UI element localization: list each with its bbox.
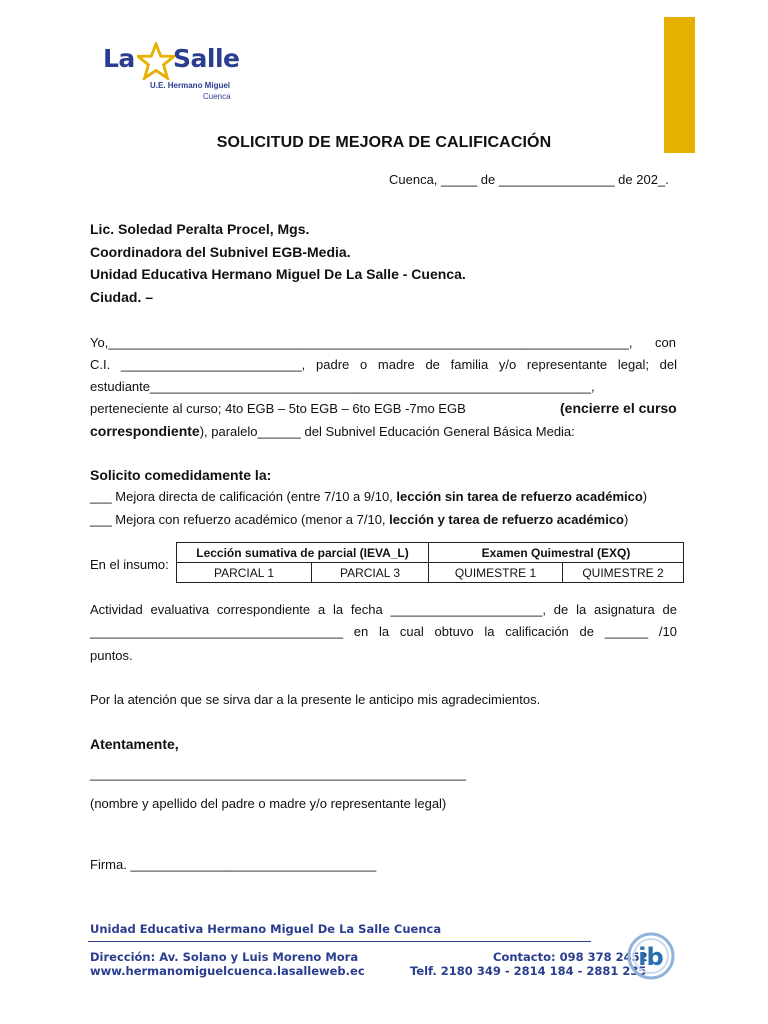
la-salle-logo: [93, 34, 258, 106]
option-mejora-directa: [90, 489, 647, 504]
insumo-label: En el insumo:: [90, 557, 169, 572]
page-title: SOLICITUD DE MEJORA DE CALIFICACIÓN: [216, 134, 552, 151]
insumo-option-parcial-3: PARCIAL 3: [312, 563, 429, 583]
accent-bar: [664, 17, 695, 153]
insumo-option-quimestre-1: QUIMESTRE 1: [429, 563, 563, 583]
recipient-role: Coordinadora del Subnivel EGB-Media.: [90, 244, 351, 260]
option-mejora-refuerzo-close: ): [624, 512, 629, 527]
signature-caption: (nombre y apellido del padre o madre y/o representante legal): [90, 796, 447, 811]
footer-phones: Telf. 2180 349 - 2814 184 - 2881 235: [410, 964, 647, 978]
insumo-table: [176, 542, 684, 583]
closing-text: Por la atención que se sirva dar a la presente le anticipo mis agradecimientos.: [90, 692, 541, 707]
insumo-header-examen: Examen Quimestral (EXQ): [429, 543, 684, 563]
body-curso-text: perteneciente al curso; 4to EGB – 5to EGB – 6to EGB -7mo EGB: [90, 401, 466, 416]
logo-word-salle: Salle: [173, 44, 240, 73]
firma-line: Firma. __________________________________: [90, 857, 377, 872]
footer-website: www.hermanomiguelcuenca.lasalleweb.ec: [90, 964, 365, 978]
ib-logo-text: ib: [638, 943, 664, 971]
logo-word-la: La: [103, 44, 135, 73]
insumo-option-quimestre-2: QUIMESTRE 2: [563, 563, 684, 583]
solicito-heading: Solicito comedidamente la:: [90, 467, 272, 483]
logo-city: Cuenca: [203, 92, 231, 101]
recipient-name: Lic. Soledad Peralta Procel, Mgs.: [90, 221, 310, 237]
body-curso-line: [90, 401, 466, 416]
actividad-line-1: Actividad evaluativa correspondiente a la fecha _____________________, de la asignatura de: [90, 602, 677, 617]
insumo-option-parcial-1: PARCIAL 1: [177, 563, 312, 583]
ib-logo-icon: [626, 928, 676, 984]
actividad-line-3: puntos.: [90, 648, 133, 663]
recipient-institution: Unidad Educativa Hermano Miguel De La Salle - Cuenca.: [90, 266, 466, 282]
insumo-header-leccion: Lección sumativa de parcial (IEVA_L): [177, 543, 429, 563]
atentamente: Atentamente,: [90, 736, 179, 752]
body-estudiante: estudiante_____________________________________________________________,: [90, 379, 595, 394]
footer-contact: Contacto: 098 378 2452: [493, 950, 648, 964]
actividad-line-2: ___________________________________ en la cual obtuvo la calificación de ______ /10: [90, 624, 677, 639]
signature-line: ____________________________________________________: [90, 766, 466, 781]
option-mejora-refuerzo-bold: lección y tarea de refuerzo académico: [389, 512, 624, 527]
option-mejora-directa-close: ): [642, 489, 648, 504]
body-con: con: [655, 335, 676, 350]
body-paralelo-line: [90, 423, 575, 439]
footer-divider: [88, 941, 591, 942]
star-icon: [137, 42, 175, 80]
date-line: Cuenca, _____ de ________________ de 202_.: [389, 172, 669, 187]
option-mejora-directa-text: ___ Mejora directa de calificación (entre 7/10 a 9/10,: [90, 489, 397, 504]
body-yo: Yo,________________________________________________________________________,: [90, 335, 633, 350]
recipient-city: Ciudad. –: [90, 289, 154, 305]
body-curso-correspondiente: correspondiente: [90, 423, 200, 439]
body-curso-instruction: (encierre el curso: [560, 400, 677, 416]
logo-subtitle: U.E. Hermano Miguel: [150, 81, 231, 90]
body-paralelo-text: ), paralelo______ del Subnivel Educación General Básica Media:: [199, 424, 575, 439]
footer-institution: Unidad Educativa Hermano Miguel De La Salle Cuenca: [90, 922, 442, 936]
option-mejora-refuerzo-text: ___ Mejora con refuerzo académico (menor a 7/10,: [90, 512, 390, 527]
body-ci-line: C.I. _________________________, padre o madre de familia y/o representante legal; del: [90, 357, 677, 372]
option-mejora-directa-bold: lección sin tarea de refuerzo académico: [396, 489, 643, 504]
footer-address: Dirección: Av. Solano y Luis Moreno Mora: [90, 950, 359, 964]
option-mejora-refuerzo: [90, 512, 628, 527]
